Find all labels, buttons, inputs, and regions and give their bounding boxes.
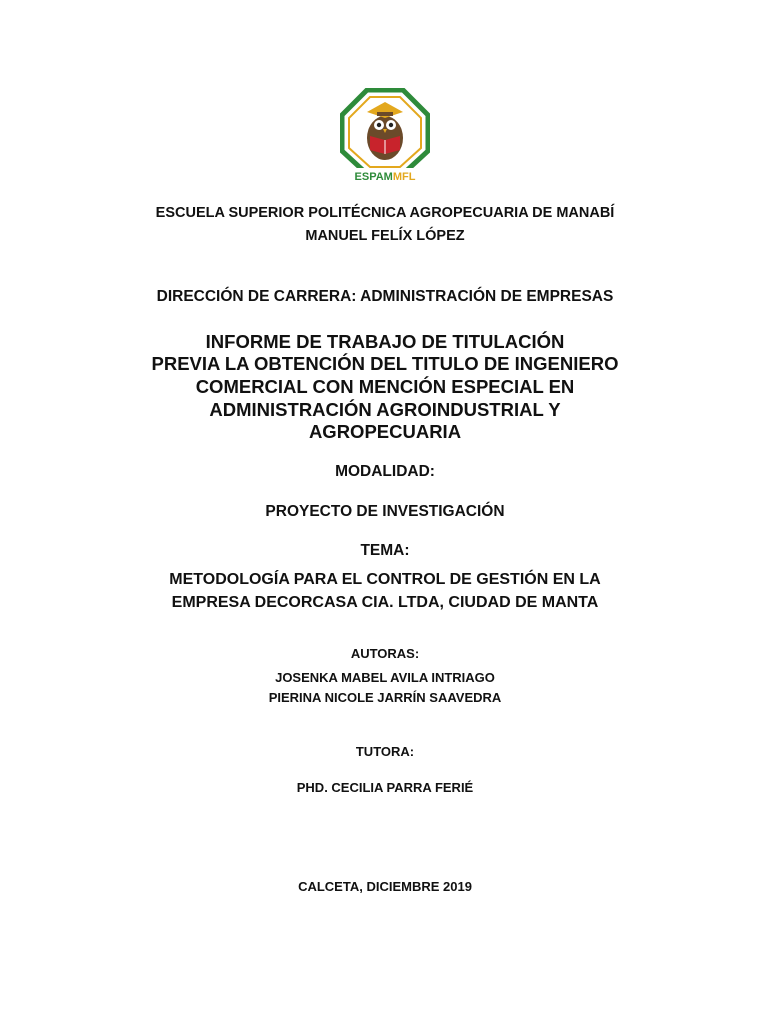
- svg-text:ESPAMMFL: ESPAMMFL: [354, 171, 416, 183]
- topic-label: TEMA:: [360, 542, 410, 559]
- authors-label: AUTORAS:: [350, 646, 420, 661]
- report-title-line-3: COMERCIAL CON MENCIÓN ESPECIAL EN: [195, 376, 575, 397]
- report-title-line-1: INFORME DE TRABAJO DE TITULACIÓN: [205, 331, 565, 352]
- report-title-line-2: PREVIA LA OBTENCIÓN DEL TITULO DE INGENIERO: [151, 353, 619, 374]
- topic-line-1: METODOLOGÍA PARA EL CONTROL DE GESTIÓN EN LA: [169, 571, 601, 588]
- author-name-1: JOSENKA MABEL AVILA INTRIAGO: [275, 670, 495, 685]
- tutor-label: TUTORA:: [355, 744, 415, 759]
- place-and-date: CALCETA, DICIEMBRE 2019: [298, 879, 472, 894]
- report-title-line-5: AGROPECUARIA: [308, 421, 462, 442]
- institution-line-2: MANUEL FELÍX LÓPEZ: [305, 228, 465, 244]
- career-direction: DIRECCIÓN DE CARRERA: ADMINISTRACIÓN DE EMPRESAS: [156, 288, 614, 305]
- modality-value: PROYECTO DE INVESTIGACIÓN: [265, 503, 505, 520]
- report-title-line-4: ADMINISTRACIÓN AGROINDUSTRIAL Y: [209, 399, 561, 420]
- author-name-2: PIERINA NICOLE JARRÍN SAAVEDRA: [268, 690, 502, 705]
- institution-line-1: ESCUELA SUPERIOR POLITÉCNICA AGROPECUARIA DE MANABÍ: [155, 205, 615, 221]
- topic-line-2: EMPRESA DECORCASA CIA. LTDA, CIUDAD DE MANTA: [171, 594, 599, 611]
- espam-logo: [340, 88, 430, 184]
- tutor-name: PHD. CECILIA PARRA FERIÉ: [296, 780, 474, 795]
- modality-label: MODALIDAD:: [335, 463, 435, 480]
